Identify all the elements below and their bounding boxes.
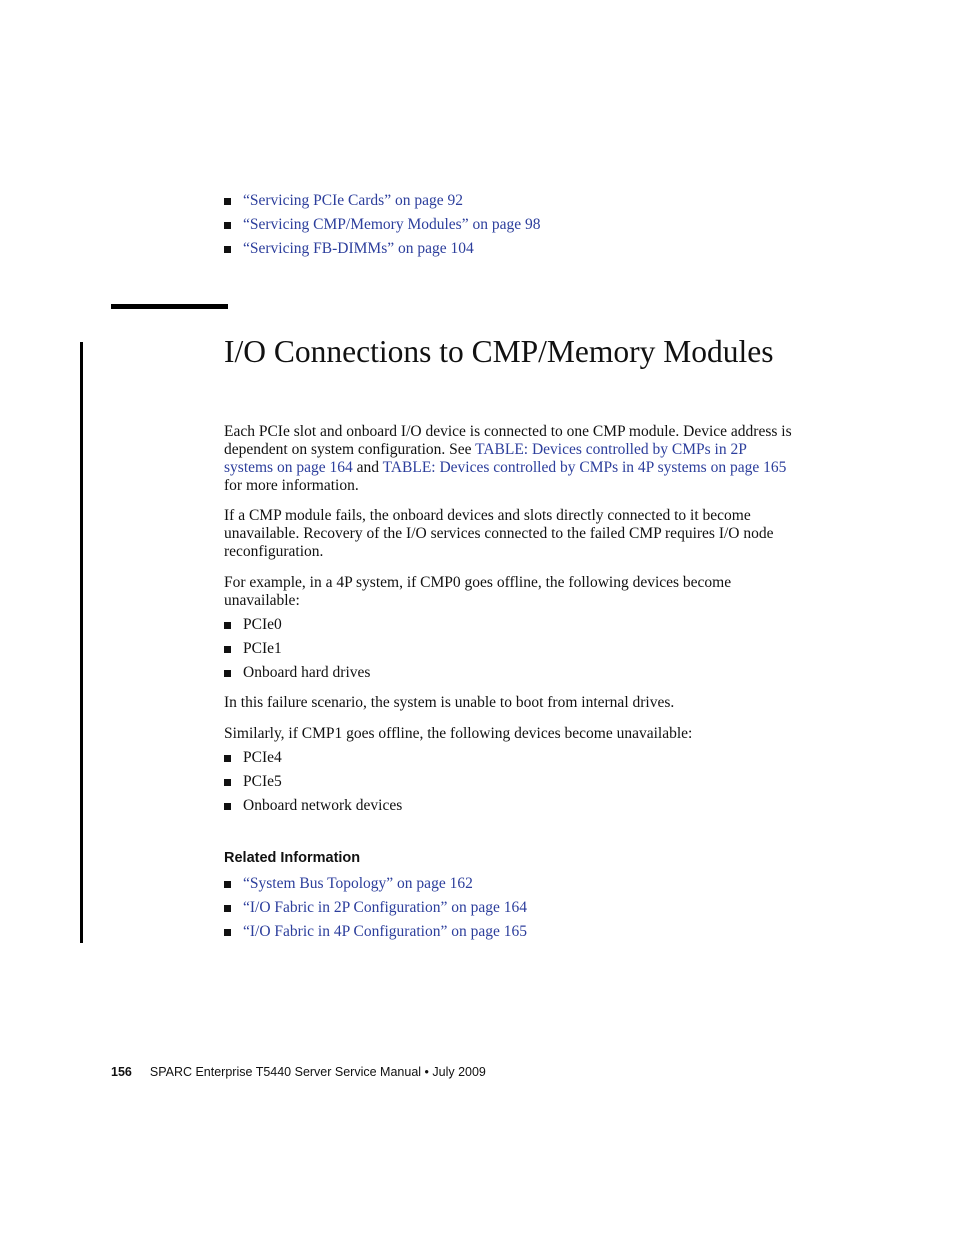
link-servicing-pcie-cards[interactable]: “Servicing PCIe Cards” on page 92	[243, 192, 463, 209]
list-item	[224, 237, 540, 261]
top-link-list	[224, 189, 540, 261]
paragraph-5: Similarly, if CMP1 goes offline, the following devices become unavailable:	[224, 725, 693, 742]
list-item	[224, 896, 527, 920]
paragraph-text: and	[352, 459, 383, 476]
bullet-square-icon	[224, 622, 231, 629]
link-io-fabric-4p[interactable]: “I/O Fabric in 4P Configuration” on page 165	[243, 923, 527, 940]
cmp1-device-list	[224, 746, 402, 818]
related-link-list	[224, 872, 527, 944]
bullet-square-icon	[224, 779, 231, 786]
change-bar	[80, 342, 83, 943]
list-item-text: PCIe1	[243, 640, 282, 657]
link-system-bus-topology[interactable]: “System Bus Topology” on page 162	[243, 875, 473, 892]
bullet-square-icon	[224, 646, 231, 653]
related-information-heading: Related Information	[224, 850, 361, 866]
list-item-text: PCIe4	[243, 749, 282, 766]
bullet-square-icon	[224, 198, 231, 205]
list-item	[224, 661, 370, 685]
section-rule	[111, 304, 228, 309]
list-item-text: PCIe0	[243, 616, 282, 633]
section-title: I/O Connections to CMP/Memory Modules	[224, 334, 774, 369]
page-number: 156	[111, 1065, 132, 1079]
paragraph-4: In this failure scenario, the system is unable to boot from internal drives.	[224, 694, 675, 711]
list-item-text: PCIe5	[243, 773, 282, 790]
list-item	[224, 746, 402, 770]
paragraph-1	[224, 423, 799, 495]
link-table-2p[interactable]: TABLE: Devices controlled by CMPs in 2P systems on page 164	[224, 441, 747, 476]
list-item	[224, 637, 370, 661]
bullet-square-icon	[224, 929, 231, 936]
bullet-square-icon	[224, 755, 231, 762]
link-table-4p[interactable]: TABLE: Devices controlled by CMPs in 4P systems on page 165	[382, 459, 787, 476]
list-item-text: Onboard network devices	[243, 797, 403, 814]
link-servicing-cmp-memory[interactable]: “Servicing CMP/Memory Modules” on page 98	[243, 216, 541, 233]
paragraph-3: For example, in a 4P system, if CMP0 goes offline, the following devices become unavailable:	[224, 574, 732, 609]
list-item	[224, 770, 402, 794]
bullet-square-icon	[224, 670, 231, 677]
bullet-square-icon	[224, 803, 231, 810]
list-item-text: Onboard hard drives	[243, 664, 371, 681]
list-item	[224, 920, 527, 944]
link-io-fabric-2p[interactable]: “I/O Fabric in 2P Configuration” on page 164	[243, 899, 527, 916]
link-servicing-fb-dimms[interactable]: “Servicing FB-DIMMs” on page 104	[243, 240, 474, 257]
list-item	[224, 613, 370, 637]
paragraph-text: for more information.	[224, 477, 359, 494]
cmp0-device-list	[224, 613, 370, 685]
page-footer	[111, 1064, 486, 1080]
paragraph-text: Each PCIe slot and onboard I/O device is connected to one CMP module. Device address is dependent on system configuration. See	[224, 423, 792, 458]
footer-text: SPARC Enterprise T5440 Server Service Manual • July 2009	[149, 1065, 486, 1079]
list-item	[224, 872, 527, 896]
list-item	[224, 189, 540, 213]
bullet-square-icon	[224, 881, 231, 888]
bullet-square-icon	[224, 246, 231, 253]
bullet-square-icon	[224, 905, 231, 912]
bullet-square-icon	[224, 222, 231, 229]
paragraph-2: If a CMP module fails, the onboard devices and slots directly connected to it become unavailable. Recovery of the I/O services connected to the failed CMP requires I/O node reconfiguration.	[224, 507, 774, 560]
list-item	[224, 213, 540, 237]
list-item	[224, 794, 402, 818]
